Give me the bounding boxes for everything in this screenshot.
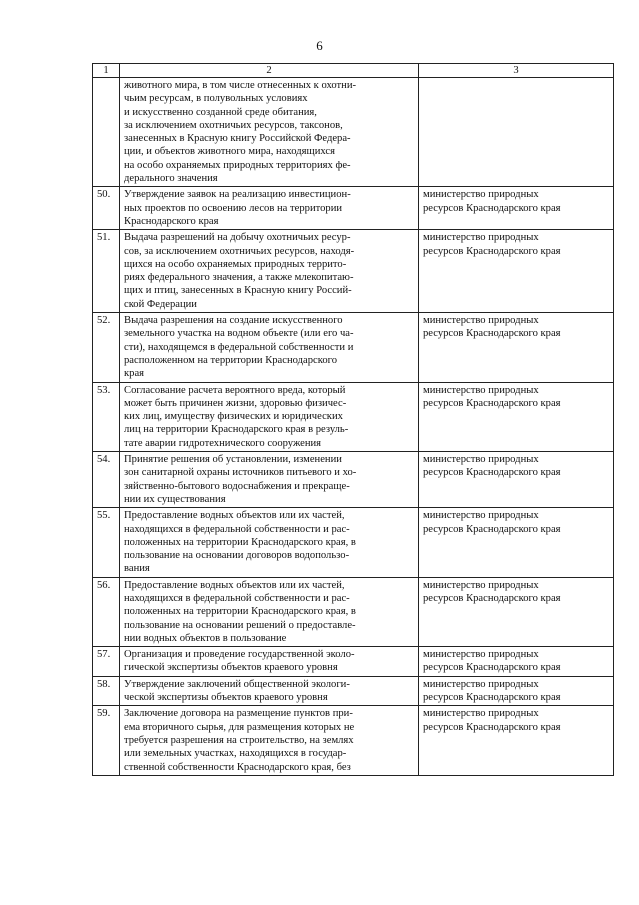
text-line: пользование на основании договоров водопользо- (124, 550, 350, 562)
table-row (93, 676, 614, 706)
organization-cell (419, 706, 614, 775)
text-line: Предоставление водных объектов или их частей, (124, 510, 345, 522)
row-number-cell: 52. (93, 313, 120, 382)
text-line: ской Федерации (124, 298, 197, 310)
text-line: нии их существования (124, 493, 226, 505)
text-line: Согласование расчета вероятного вреда, который (124, 384, 346, 396)
row-number-cell: 59. (93, 706, 120, 775)
text-line: Принятие решения об установлении, изменении (124, 454, 342, 466)
text-line: ческой экспертизы объектов краевого уровня (124, 692, 328, 704)
text-line: нии водных объектов в пользование (124, 632, 287, 644)
text-line: и искусственно созданной среде обитания, (124, 106, 317, 118)
table-header-row (93, 64, 614, 78)
text-line: гической экспертизы объектов краевого уровня (124, 662, 338, 674)
text-line: вания (124, 563, 150, 575)
text-line: ресурсов Краснодарского края (423, 202, 561, 214)
service-name-cell (120, 508, 419, 577)
text-line: министерство природных (423, 649, 539, 661)
text-line: края (124, 368, 145, 380)
service-name-cell (120, 676, 419, 706)
text-line: ресурсов Краснодарского края (423, 662, 561, 674)
service-name-cell (120, 313, 419, 382)
table-row (93, 508, 614, 577)
text-line: министерство природных (423, 232, 539, 244)
text-line: зон санитарной охраны источников питьевого и хо- (124, 467, 357, 479)
header-col-2: 2 (120, 64, 419, 78)
text-line: сти), находящемся в федеральной собственности и (124, 341, 354, 353)
text-line: ресурсов Краснодарского края (423, 523, 561, 535)
table-row (93, 382, 614, 451)
organization-cell (419, 647, 614, 677)
text-line: щих и птиц, занесенных в Красную книгу Россий- (124, 285, 352, 297)
table-row (93, 706, 614, 775)
organization-cell (419, 452, 614, 508)
table-row-continuation (93, 78, 614, 187)
table-row (93, 187, 614, 230)
service-name-cell (120, 382, 419, 451)
text-line: щихся на особо охраняемых природных террито- (124, 258, 347, 270)
header-col-1: 1 (93, 64, 120, 78)
organization-cell (419, 230, 614, 313)
text-line: ресурсов Краснодарского края (423, 328, 561, 340)
text-line: положенных на территории Краснодарского края, в (124, 536, 356, 548)
text-line: ресурсов Краснодарского края (423, 692, 561, 704)
text-line: пользование на основании решений о предоставле- (124, 619, 356, 631)
text-line: на особо охраняемых природных территориях фе- (124, 159, 351, 171)
table-row (93, 647, 614, 677)
service-name-cell (120, 187, 419, 230)
service-name-cell (120, 647, 419, 677)
text-line: сов, за исключением охотничьих ресурсов, находя- (124, 245, 355, 257)
service-name-cell (120, 78, 419, 187)
text-line: ресурсов Краснодарского края (423, 397, 561, 409)
row-number-cell: 57. (93, 647, 120, 677)
organization-cell (419, 676, 614, 706)
text-line: ции, и объектов животного мира, находящихся (124, 146, 335, 158)
row-number-cell: 50. (93, 187, 120, 230)
text-line: Утверждение заявок на реализацию инвестицион- (124, 189, 351, 201)
text-line: ресурсов Краснодарского края (423, 467, 561, 479)
row-number-cell: 55. (93, 508, 120, 577)
organization-cell (419, 78, 614, 187)
table-row (93, 452, 614, 508)
text-line: министерство природных (423, 384, 539, 396)
text-line: Краснодарского края (124, 215, 219, 227)
service-name-cell (120, 577, 419, 646)
text-line: риях федерального значения, а также млекопитаю- (124, 272, 354, 284)
text-line: Предоставление водных объектов или их частей, (124, 579, 345, 591)
text-line: ственной собственности Краснодарского края, без (124, 761, 351, 773)
text-line: Выдача разрешения на создание искусственного (124, 315, 343, 327)
text-line: Организация и проведение государственной эколо- (124, 649, 355, 661)
text-line: министерство природных (423, 189, 539, 201)
header-col-3: 3 (419, 64, 614, 78)
text-line: министерство природных (423, 579, 539, 591)
page-number: 6 (316, 38, 323, 53)
text-line: расположенном на территории Краснодарского (124, 354, 338, 366)
text-line: министерство природных (423, 678, 539, 690)
text-line: министерство природных (423, 510, 539, 522)
row-number-cell: 58. (93, 676, 120, 706)
row-number-cell: 51. (93, 230, 120, 313)
row-number-cell: 53. (93, 382, 120, 451)
text-line: Утверждение заключений общественной экологи- (124, 678, 350, 690)
text-line: ких лиц, имуществу физических и юридических (124, 411, 343, 423)
text-line: или земельных участках, находящихся в государ- (124, 748, 347, 760)
row-number-cell: 56. (93, 577, 120, 646)
table-row (93, 230, 614, 313)
organization-cell (419, 508, 614, 577)
text-line: животного мира, в том числе отнесенных к охотни- (124, 80, 357, 91)
service-name-cell (120, 230, 419, 313)
text-line: находящихся в федеральной собственности и рас- (124, 592, 350, 604)
row-number-cell (93, 78, 120, 187)
service-name-cell (120, 452, 419, 508)
table-row (93, 313, 614, 382)
text-line: лиц на территории Краснодарского края в резуль- (124, 424, 349, 436)
text-line: Заключение договора на размещение пунктов при- (124, 708, 353, 720)
text-line: земельного участка на водном объекте (или его ча- (124, 328, 354, 340)
organization-cell (419, 187, 614, 230)
text-line: за исключением охотничьих ресурсов, таксонов, (124, 119, 343, 131)
text-line: ресурсов Краснодарского края (423, 721, 561, 733)
text-line: министерство природных (423, 708, 539, 720)
organization-cell (419, 577, 614, 646)
text-line: занесенных в Красную книгу Российской Федера- (124, 133, 351, 145)
text-line: зяйственно-бытового водоснабжения и прекраще- (124, 480, 350, 492)
text-line: может быть причинен жизни, здоровью физичес- (124, 397, 347, 409)
services-table (92, 63, 614, 776)
organization-cell (419, 382, 614, 451)
text-line: тате аварии гидротехнического сооружения (124, 437, 322, 449)
text-line: Выдача разрешений на добычу охотничьих ресур- (124, 232, 351, 244)
text-line: ресурсов Краснодарского края (423, 245, 561, 257)
service-name-cell (120, 706, 419, 775)
text-line: ема вторичного сырья, для размещения которых не (124, 721, 355, 733)
table-row (93, 577, 614, 646)
text-line: министерство природных (423, 315, 539, 327)
organization-cell (419, 313, 614, 382)
row-number-cell: 54. (93, 452, 120, 508)
text-line: дерального значения (124, 173, 218, 185)
text-line: ресурсов Краснодарского края (423, 592, 561, 604)
text-line: требуется разрешения на строительство, на землях (124, 734, 354, 746)
text-line: чьим ресурсам, в полувольных условиях (124, 93, 308, 105)
text-line: находящихся в федеральной собственности и рас- (124, 523, 350, 535)
text-line: положенных на территории Краснодарского края, в (124, 606, 356, 618)
text-line: министерство природных (423, 454, 539, 466)
text-line: ных проектов по освоению лесов на территории (124, 202, 343, 214)
